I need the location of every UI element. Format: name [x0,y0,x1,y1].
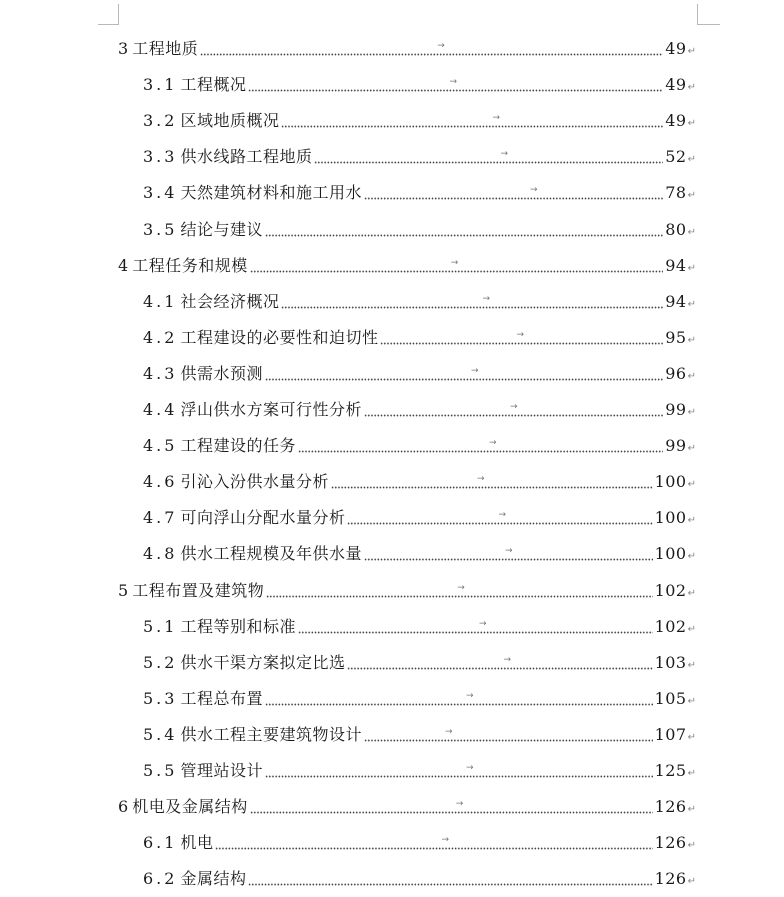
paragraph-mark-icon: ↵ [687,262,696,274]
toc-entry-4-6[interactable] [143,464,696,500]
paragraph-mark-icon: ↵ [687,659,696,671]
tab-mark-icon: → [465,763,474,773]
paragraph-mark-icon: ↵ [687,190,696,202]
toc-entry-number: 4.4 [143,400,178,419]
toc-entry-number: 4.1 [143,291,178,311]
toc-dot-leader [364,725,653,745]
toc-entry-5-5[interactable] [143,753,696,789]
paragraph-mark-icon: ↵ [687,334,696,346]
tab-mark-icon: → [529,185,538,196]
paragraph-mark-icon: ↵ [687,82,696,94]
toc-entry-4[interactable] [118,248,696,284]
toc-entry-page: 103 [654,652,687,672]
tab-mark-icon: → [503,654,512,665]
tab-mark-icon: → [441,835,450,846]
paragraph-mark-icon: ↵ [687,623,696,635]
toc-entry-5-2[interactable] [143,645,696,681]
paragraph-mark-icon: ↵ [687,226,696,238]
toc-dot-leader [215,833,652,853]
toc-dot-leader [281,111,663,131]
toc-entry-4-7[interactable] [143,500,696,536]
toc-entry-page: 126 [654,869,687,889]
toc-entry-5[interactable] [118,573,696,609]
toc-entry-page: 105 [654,688,687,708]
toc-entry-page: 102 [654,580,687,600]
paragraph-mark-icon: ↵ [687,298,696,310]
toc-entry-title: 金属结构 [180,869,247,889]
toc-entry-number: 4.7 [143,508,178,528]
page-corner-mark-left [98,4,119,25]
toc-dot-leader [248,75,663,95]
toc-entry-page: 94 [665,255,687,275]
toc-entry-title: 浮山供水方案可行性分析 [180,400,362,419]
tab-mark-icon: → [449,77,458,88]
toc-entry-page: 99 [665,436,687,456]
toc-entry-title: 工程地质 [132,39,199,58]
toc-entry-6-1[interactable] [143,825,696,861]
toc-entry-page: 52 [665,147,687,167]
toc-entry-title: 工程总布置 [180,688,263,708]
tab-mark-icon: → [444,726,453,737]
toc-dot-leader [347,508,652,528]
toc-entry-3-1[interactable] [143,67,696,103]
toc-entry-number: 4.2 [143,327,178,347]
toc-entry-number: 3 [118,39,129,58]
toc-entry-page: 100 [654,544,687,564]
tab-mark-icon: → [476,474,485,485]
toc-entry-4-4[interactable] [143,392,696,428]
toc-entry-page: 49 [665,39,687,58]
toc-entry-4-8[interactable] [143,536,696,572]
toc-entry-title: 可向浮山分配水量分析 [180,508,346,528]
toc-entry-title: 机电及金属结构 [132,797,248,817]
toc-entry-page: 125 [654,761,687,780]
toc-dot-leader [248,869,652,889]
toc-entry-page: 102 [654,616,687,636]
paragraph-mark-icon: ↵ [687,515,696,527]
toc-entry-title: 供水工程规模及年供水量 [180,544,362,564]
paragraph-mark-icon: ↵ [687,587,696,599]
toc-entry-number: 6.2 [143,869,178,889]
tab-mark-icon: → [516,329,525,340]
toc-entry-number: 4.3 [143,363,178,383]
paragraph-mark-icon: ↵ [687,876,696,888]
toc-entry-page: 100 [654,508,687,528]
paragraph-mark-icon: ↵ [687,154,696,166]
toc-entry-title: 工程布置及建筑物 [132,580,265,600]
toc-dot-leader [281,292,663,312]
toc-dot-leader [364,400,663,420]
tab-mark-icon: → [437,41,445,51]
toc-entry-title: 工程概况 [180,75,247,95]
toc-entry-page: 49 [665,75,687,95]
toc-entry-title: 供水干渠方案拟定比选 [180,652,346,672]
toc-entry-title: 工程等别和标准 [180,616,296,636]
toc-dot-leader [265,364,663,384]
page-corner-mark-right [697,4,720,25]
paragraph-mark-icon: ↵ [687,407,696,418]
paragraph-mark-icon: ↵ [687,370,696,382]
toc-entry-4-3[interactable] [143,356,696,392]
toc-entry-number: 6.1 [143,833,178,853]
toc-entry-title: 供水线路工程地质 [180,147,313,167]
paragraph-mark-icon: ↵ [687,46,696,57]
toc-entry-number: 3.2 [143,111,178,131]
toc-dot-leader [250,797,653,817]
toc-entry-5-4[interactable] [143,717,696,753]
tab-mark-icon: → [500,149,509,160]
toc-entry-number: 4.8 [143,544,178,564]
toc-entry-4-1[interactable] [143,284,696,320]
toc-entry-title: 工程建设的必要性和迫切性 [180,327,379,347]
toc-entry-3-2[interactable] [143,103,696,139]
toc-entry-4-5[interactable] [143,428,696,464]
tab-mark-icon: → [488,438,497,449]
toc-entry-number: 3.3 [143,147,178,167]
toc-entry-number: 5.4 [143,724,178,744]
toc-entry-number: 4 [118,255,129,275]
toc-entry-number: 3.4 [143,183,178,203]
toc-dot-leader [298,436,663,456]
tab-mark-icon: → [509,402,518,412]
toc-dot-leader [364,183,663,203]
toc-dot-leader [314,147,663,167]
toc-dot-leader [331,472,653,492]
toc-entry-number: 3.5 [143,219,178,239]
toc-entry-page: 80 [665,219,687,239]
toc-entry-3-5[interactable] [143,212,696,248]
tab-mark-icon: → [455,799,464,810]
paragraph-mark-icon: ↵ [687,768,696,779]
toc-entry-title: 供水工程主要建筑物设计 [180,724,362,744]
toc-entry-number: 5.2 [143,652,178,672]
tab-mark-icon: → [470,365,479,376]
toc-entry-number: 6 [118,797,129,817]
toc-entry-number: 5 [118,580,129,600]
toc-entry-page: 96 [665,363,687,383]
toc-entry-page: 78 [665,183,687,203]
toc-entry-page: 107 [654,724,687,744]
toc-entry-5-3[interactable] [143,681,696,717]
toc-entry-page: 100 [654,472,687,492]
tab-mark-icon: → [465,690,474,701]
toc-entry-6-2[interactable] [143,861,696,897]
toc-entry-page: 126 [654,797,687,817]
toc-entry-4-2[interactable] [143,320,696,356]
toc-entry-page: 99 [665,400,687,419]
toc-entry-3-3[interactable] [143,139,696,175]
toc-entry-title: 社会经济概况 [180,291,280,311]
toc-entry-number: 4.5 [143,436,178,456]
toc-entry-title: 区域地质概况 [180,111,280,131]
toc-entry-title: 结论与建议 [180,219,263,239]
toc-entry-page: 94 [665,291,687,311]
toc-dot-leader [200,39,663,59]
toc-entry-title: 供需水预测 [180,363,263,383]
toc-entry-title: 管理站设计 [180,761,263,780]
toc-dot-leader [250,256,664,276]
toc-entry-number: 5.1 [143,616,178,636]
toc-dot-leader [265,689,653,709]
toc-dot-leader [364,544,653,564]
toc-entry-5-1[interactable] [143,609,696,645]
toc-entry-title: 工程建设的任务 [180,436,296,456]
paragraph-mark-icon: ↵ [687,479,696,491]
tab-mark-icon: → [457,582,465,593]
toc-dot-leader [380,328,663,348]
paragraph-mark-icon: ↵ [687,731,696,743]
paragraph-mark-icon: ↵ [687,443,696,455]
toc-entry-number: 5.5 [143,761,178,780]
toc-dot-leader [298,617,653,637]
paragraph-mark-icon: ↵ [687,804,696,816]
tab-mark-icon: → [492,113,501,124]
toc-entry-3-4[interactable] [143,175,696,211]
tab-mark-icon: → [450,257,459,268]
paragraph-mark-icon: ↵ [687,840,696,852]
toc-entry-page: 49 [665,111,687,131]
toc-entry-6[interactable] [118,789,696,825]
toc-dot-leader [266,581,652,601]
toc-entry-title: 天然建筑材料和施工用水 [180,183,362,203]
tab-mark-icon: → [498,510,507,521]
paragraph-mark-icon: ↵ [687,118,696,130]
tab-mark-icon: → [504,546,513,557]
toc-dot-leader [347,653,652,673]
paragraph-mark-icon: ↵ [687,551,696,563]
toc-entry-title: 工程任务和规模 [132,255,248,275]
tab-mark-icon: → [482,293,491,304]
toc-entry-3[interactable] [118,31,696,67]
toc-entry-page: 126 [654,833,687,853]
toc-entry-title: 机电 [180,833,214,853]
paragraph-mark-icon: ↵ [687,695,696,707]
toc-entry-number: 4.6 [143,472,178,492]
toc-entry-number: 5.3 [143,688,178,708]
toc-entry-title: 引沁入汾供水量分析 [180,472,329,492]
toc-entry-number: 3.1 [143,75,178,95]
tab-mark-icon: → [478,618,487,629]
toc-dot-leader [265,220,663,240]
toc-dot-leader [265,761,653,781]
toc-entry-page: 95 [665,327,687,347]
